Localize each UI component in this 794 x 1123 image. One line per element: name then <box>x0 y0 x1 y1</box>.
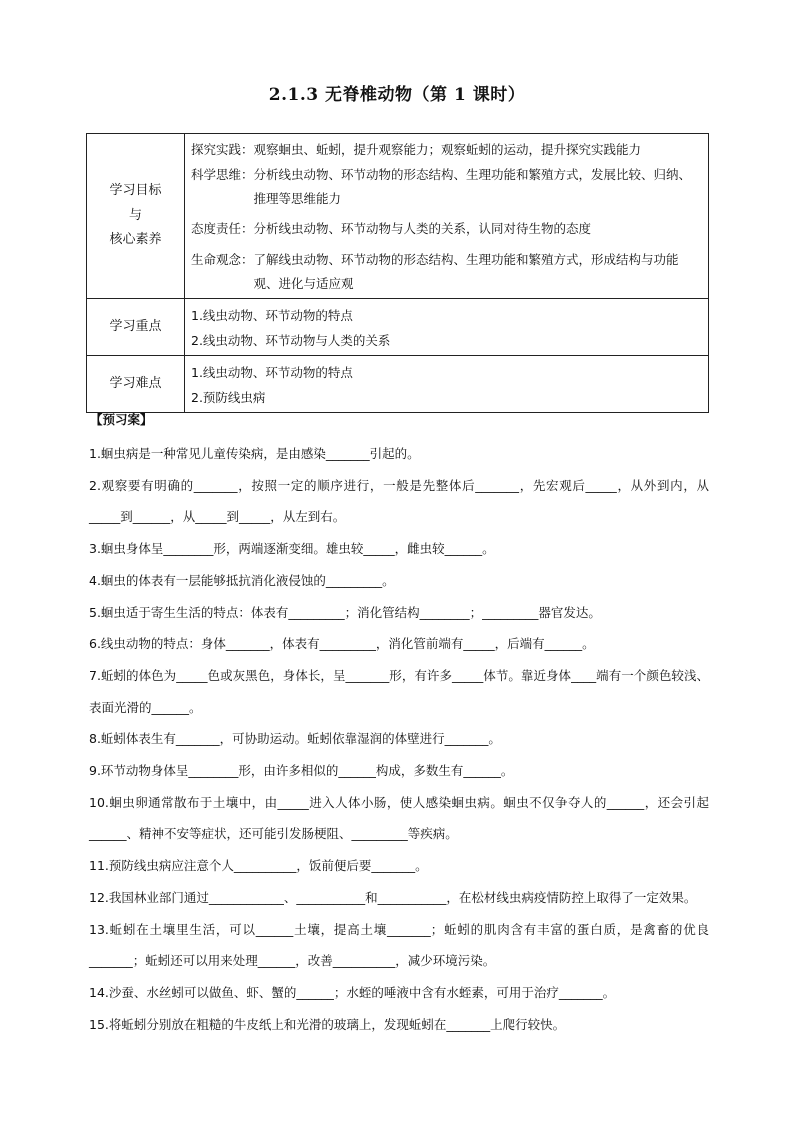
difficulties-row <box>87 356 709 413</box>
key-points-content <box>185 299 709 356</box>
objectives-label-line: 核心素养 <box>109 232 162 248</box>
objectives-label-line: 与 <box>128 207 142 223</box>
objectives-table <box>86 133 709 413</box>
question-item: 4.蛔虫的体表有一层能够抵抗消化液侵蚀的_________。 <box>89 572 395 588</box>
question-item: 3.蛔虫身体呈________形，两端逐渐变细。雄虫较_____，雌虫较______。 <box>89 541 495 557</box>
objectives-label-line: 学习目标 <box>109 182 162 198</box>
question-item: 6.线虫动物的特点：身体_______，体表有_________，消化管前端有_____，后端有______。 <box>89 636 595 652</box>
objective-text: 分析线虫动物、环节动物的形态结构、生理功能和繁殖方式，发展比较、归纳、推理等思维能力 <box>253 167 692 206</box>
objective-text: 分析线虫动物、环节动物与人类的关系，认同对待生物的态度 <box>253 221 592 236</box>
objective-key: 探究实践： <box>191 142 254 157</box>
question-list <box>89 438 709 1040</box>
key-points-label: 学习重点 <box>87 299 185 356</box>
objective-text: 了解线虫动物、环节动物的形态结构、生理功能和繁殖方式，形成结构与功能观、进化与适应观 <box>253 252 679 291</box>
key-point-item: 1.线虫动物、环节动物的特点 <box>191 308 353 323</box>
difficulties-content <box>185 356 709 413</box>
page-title: 2.1.3 无脊椎动物（第 1 课时） <box>268 85 526 105</box>
question-item: 11.预防线虫病应注意个人__________，饭前便后要_______。 <box>89 858 428 874</box>
section-title: 【预习案】 <box>90 412 153 427</box>
question-item: 5.蛔虫适于寄生生活的特点：体表有_________；消化管结构________；_________器官发达。 <box>89 604 601 620</box>
question-item: 15.将蚯蚓分别放在粗糙的牛皮纸上和光滑的玻璃上，发现蚯蚓在_______上爬行较快。 <box>89 1016 566 1032</box>
key-points-row <box>87 299 709 356</box>
objective-item <box>191 248 702 296</box>
objectives-label <box>87 134 185 299</box>
objective-key: 态度责任： <box>191 221 254 236</box>
question-item: 2.观察要有明确的_______，按照一定的顺序进行，一般是先整体后_______，先宏观后_____，从外到内，从_____到______，从_____到_____，从左到右。 <box>89 477 709 525</box>
question-item: 14.沙蚕、水丝蚓可以做鱼、虾、蟹的______；水蛭的唾液中含有水蛭素，可用于治疗_______。 <box>89 984 616 1000</box>
objective-item <box>191 163 702 211</box>
question-item: 7.蚯蚓的体色为_____色或灰黑色，身体长，呈_______形，有许多_____体节。靠近身体____端有一个颜色较浅、表面光滑的______。 <box>89 667 709 715</box>
difficulties-label: 学习难点 <box>87 356 185 413</box>
objectives-row <box>87 134 709 299</box>
objective-item <box>191 217 702 241</box>
key-point-item: 2.线虫动物、环节动物与人类的关系 <box>191 333 391 348</box>
question-item: 13.蚯蚓在土壤里生活，可以______土壤，提高土壤_______；蚯蚓的肌肉含有丰富的蛋白质，是禽畜的优良_______；蚯蚓还可以用来处理______，改善__________，减少环境污染。 <box>89 921 709 969</box>
objective-key: 科学思维： <box>191 167 254 182</box>
difficulty-item: 1.线虫动物、环节动物的特点 <box>191 365 353 380</box>
question-item: 12.我国林业部门通过____________、___________和___________，在松材线虫病疫情防控上取得了一定效果。 <box>89 889 697 905</box>
objective-text: 观察蛔虫、蚯蚓，提升观察能力；观察蚯蚓的运动，提升探究实践能力 <box>253 142 642 157</box>
difficulty-item: 2.预防线虫病 <box>191 390 266 405</box>
objective-key: 生命观念： <box>191 252 254 267</box>
question-item: 1.蛔虫病是一种常见儿童传染病，是由感染_______引起的。 <box>89 446 420 461</box>
objective-item <box>191 138 702 162</box>
question-item: 10.蛔虫卵通常散布于土壤中，由_____进入人体小肠，使人感染蛔虫病。蛔虫不仅争夺人的______，还会引起______、精神不安等症状，还可能引发肠梗阻、_________等疾病。 <box>89 794 709 842</box>
question-item: 9.环节动物身体呈________形，由许多相似的______构成，多数生有______。 <box>89 763 514 779</box>
objectives-content <box>185 134 709 299</box>
question-item: 8.蚯蚓体表生有_______，可协助运动。蚯蚓依靠湿润的体壁进行_______。 <box>89 731 501 747</box>
